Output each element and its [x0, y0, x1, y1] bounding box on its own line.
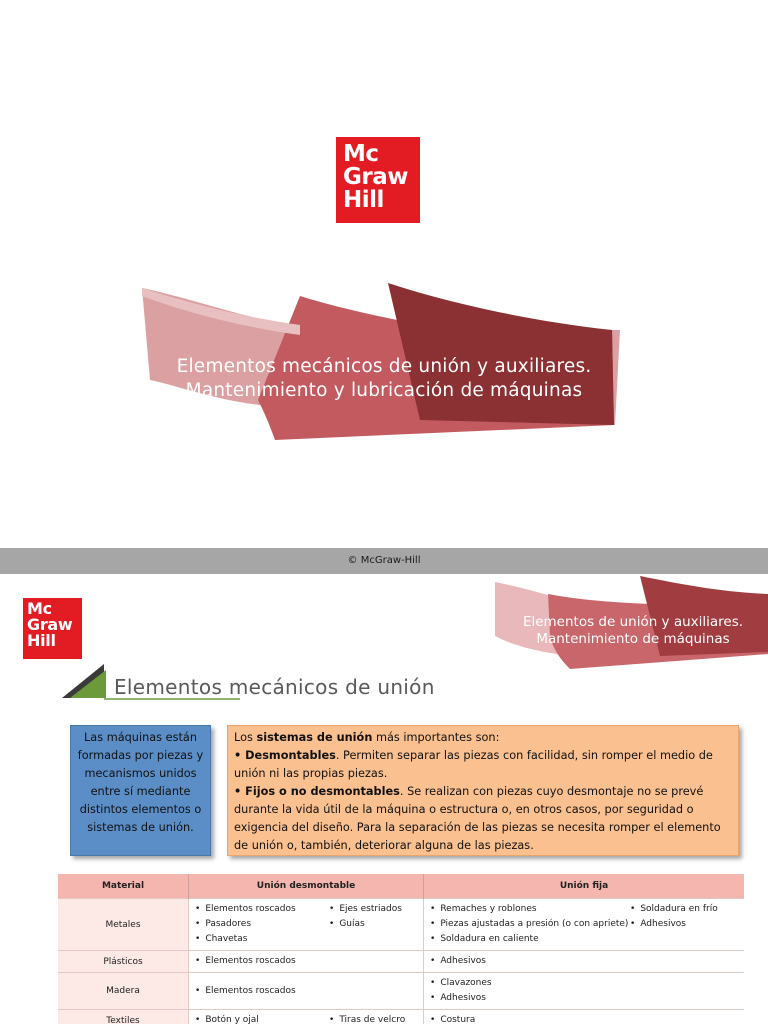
content-slide [0, 574, 768, 1024]
table-list-item: • Clavazones [430, 976, 630, 991]
fija-cell [424, 1010, 745, 1024]
presentation-title: Elementos mecánicos de unión y auxiliares. Mantenimiento y lubricación de máquinas [176, 356, 592, 401]
header-desmontable: Unión desmontable [189, 874, 424, 899]
table-list-item: • Elementos roscados [195, 984, 329, 999]
copyright-bar [0, 548, 768, 574]
section-title: Elementos mecánicos de unión [114, 675, 435, 699]
table-row [58, 973, 744, 1010]
table-list-item: • Adhesivos [430, 991, 630, 1006]
union-systems-callout: Los sistemas de unión más importantes son: • Desmontables. Permiten separar las piezas con facilidad, sin romper el medio de unión ni las propias piezas. • Fijos o no desmontables. Se realizan con piezas cuyo desmontaje no se prevé durante la vida útil de la máquina o estructura o, en otros casos, por seguridad o exigencia del diseño. Para la separación de las piezas se necesita romper el elemento de unión o, también, deteriorar alguna de las piezas. [227, 725, 739, 856]
table-list-item: • Tiras de velcro [329, 1013, 405, 1024]
desmontable-cell [189, 951, 424, 973]
table-row [58, 1010, 744, 1024]
material-cell: Metales [58, 899, 189, 951]
table-list-item: • Piezas ajustadas a presión (o con apriete) [430, 917, 630, 932]
material-cell: Madera [58, 973, 189, 1010]
table-list-item: • Elementos roscados [195, 902, 329, 917]
table-list-item: • Adhesivos [630, 917, 718, 932]
material-cell: Plásticos [58, 951, 189, 973]
table-list-item: • Remaches y roblones [430, 902, 630, 917]
table-list-item: • Guías [329, 917, 402, 932]
table-list-item: • Pasadores [195, 917, 329, 932]
table-list-item: • Soldadura en frío [630, 902, 718, 917]
desmontable-cell [189, 1010, 424, 1024]
mcgraw-hill-logo: Mc Graw Hill [336, 137, 420, 223]
material-cell: Textiles [58, 1010, 189, 1024]
table-list-item: • Ejes estriados [329, 902, 402, 917]
table-list-item: • Botón y ojal [195, 1013, 329, 1024]
table-list-item: • Adhesivos [430, 954, 630, 969]
mcgraw-hill-logo-small: Mc Graw Hill [23, 598, 82, 659]
header-title: Elementos de unión y auxiliares. Mantenimiento de máquinas [522, 614, 744, 647]
header-material: Material [58, 874, 189, 899]
table-row [58, 951, 744, 973]
table-list-item: • Soldadura en caliente [430, 932, 630, 947]
intro-callout: Las máquinas están formadas por piezas y mecanismos unidos entre sí mediante distintos elementos o sistemas de unión. [70, 725, 211, 856]
desmontable-cell [189, 899, 424, 951]
union-types-table [58, 874, 744, 1024]
table-row [58, 899, 744, 951]
fija-cell [424, 951, 745, 973]
fija-cell [424, 973, 745, 1010]
copyright-text: © McGraw-Hill [347, 555, 421, 566]
desmontable-cell [189, 973, 424, 1010]
table-list-item: • Chavetas [195, 932, 329, 947]
table-list-item: • Costura [430, 1013, 630, 1024]
header-fija: Unión fija [424, 874, 745, 899]
fija-cell [424, 899, 745, 951]
table-list-item: • Elementos roscados [195, 954, 329, 969]
